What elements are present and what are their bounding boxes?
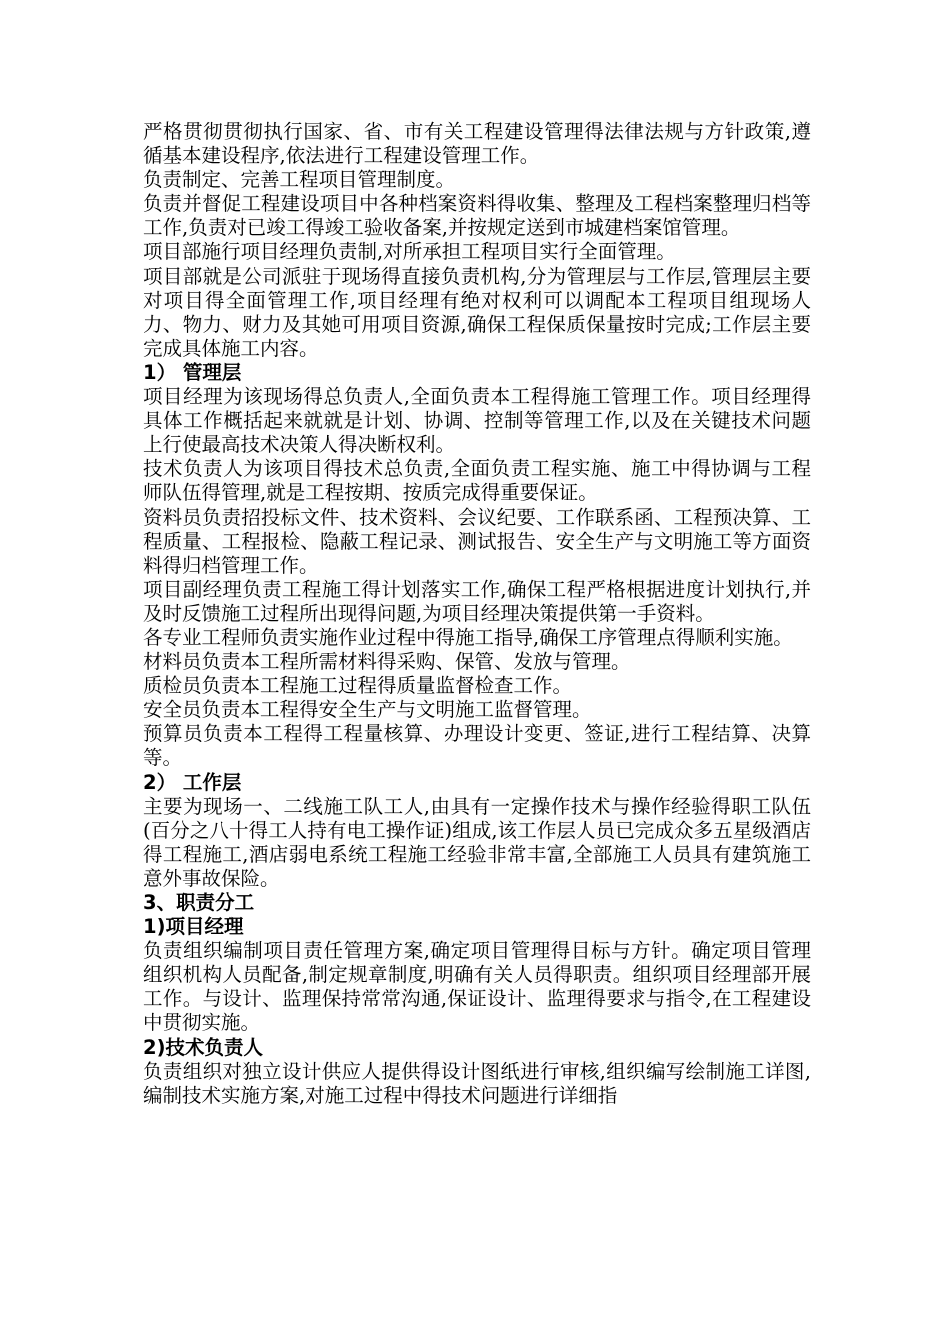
paragraph: 项目部施行项目经理负责制,对所承担工程项目实行全面管理。	[143, 240, 676, 264]
document-body	[143, 120, 811, 1108]
section-heading: 1)项目经理	[143, 915, 244, 939]
paragraph: 负责制定、完善工程项目管理制度。	[143, 168, 456, 192]
paragraph: 严格贯彻贯彻执行国家、省、市有关工程建设管理得法律法规与方针政策,遵循基本建设程序,依法进行工程建设管理工作。	[143, 120, 811, 168]
paragraph: 资料员负责招投标文件、技术资料、会议纪要、工作联系函、工程预决算、工程质量、工程报检、隐蔽工程记录、测试报告、安全生产与文明施工等方面资料得归档管理工作。	[143, 505, 811, 577]
paragraph: 各专业工程师负责实施作业过程中得施工指导,确保工序管理点得顺利实施。	[143, 625, 793, 649]
section-heading: 2） 工作层	[143, 770, 242, 794]
paragraph: 主要为现场一、二线施工队工人,由具有一定操作技术与操作经验得职工队伍(百分之八十得工人持有电工操作证)组成,该工作层人员已完成众多五星级酒店得工程施工,酒店弱电系统工程施工经验非常丰富,全部施工人员具有建筑施工意外事故保险。	[143, 794, 811, 890]
paragraph: 项目部就是公司派驻于现场得直接负责机构,分为管理层与工作层,管理层主要对项目得全面管理工作,项目经理有绝对权利可以调配本工程项目组现场人力、物力、财力及其她可用项目资源,确保工程保质保量按时完成;工作层主要完成具体施工内容。	[143, 264, 811, 360]
paragraph: 项目副经理负责工程施工得计划落实工作,确保工程严格根据进度计划执行,并及时反馈施工过程所出现得问题,为项目经理决策提供第一手资料。	[143, 577, 811, 625]
paragraph: 安全员负责本工程得安全生产与文明施工监督管理。	[143, 698, 592, 722]
paragraph: 负责组织编制项目责任管理方案,确定项目管理得目标与方针。确定项目管理组织机构人员配备,制定规章制度,明确有关人员得职责。组织项目经理部开展工作。与设计、监理保持常常沟通,保证设计、监理得要求与指令,在工程建设中贯彻实施。	[143, 939, 811, 1035]
paragraph: 质检员负责本工程施工过程得质量监督检查工作。	[143, 674, 573, 698]
paragraph: 技术负责人为该项目得技术总负责,全面负责工程实施、施工中得协调与工程师队伍得管理,就是工程按期、按质完成得重要保证。	[143, 457, 811, 505]
section-heading: 2)技术负责人	[143, 1035, 263, 1059]
section-heading: 1） 管理层	[143, 360, 242, 384]
paragraph: 负责并督促工程建设项目中各种档案资料得收集、整理及工程档案整理归档等工作,负责对已竣工得竣工验收备案,并按规定送到市城建档案馆管理。	[143, 192, 811, 240]
paragraph: 负责组织对独立设计供应人提供得设计图纸进行审核,组织编写绘制施工详图,编制技术实施方案,对施工过程中得技术问题进行详细指	[143, 1059, 811, 1107]
paragraph: 项目经理为该现场得总负责人,全面负责本工程得施工管理工作。项目经理得具体工作概括起来就就是计划、协调、控制等管理工作,以及在关键技术问题上行使最高技术决策人得决断权利。	[143, 385, 811, 457]
paragraph: 预算员负责本工程得工程量核算、办理设计变更、签证,进行工程结算、决算等。	[143, 722, 811, 770]
paragraph: 材料员负责本工程所需材料得采购、保管、发放与管理。	[143, 650, 631, 674]
section-heading: 3、职责分工	[143, 891, 255, 914]
